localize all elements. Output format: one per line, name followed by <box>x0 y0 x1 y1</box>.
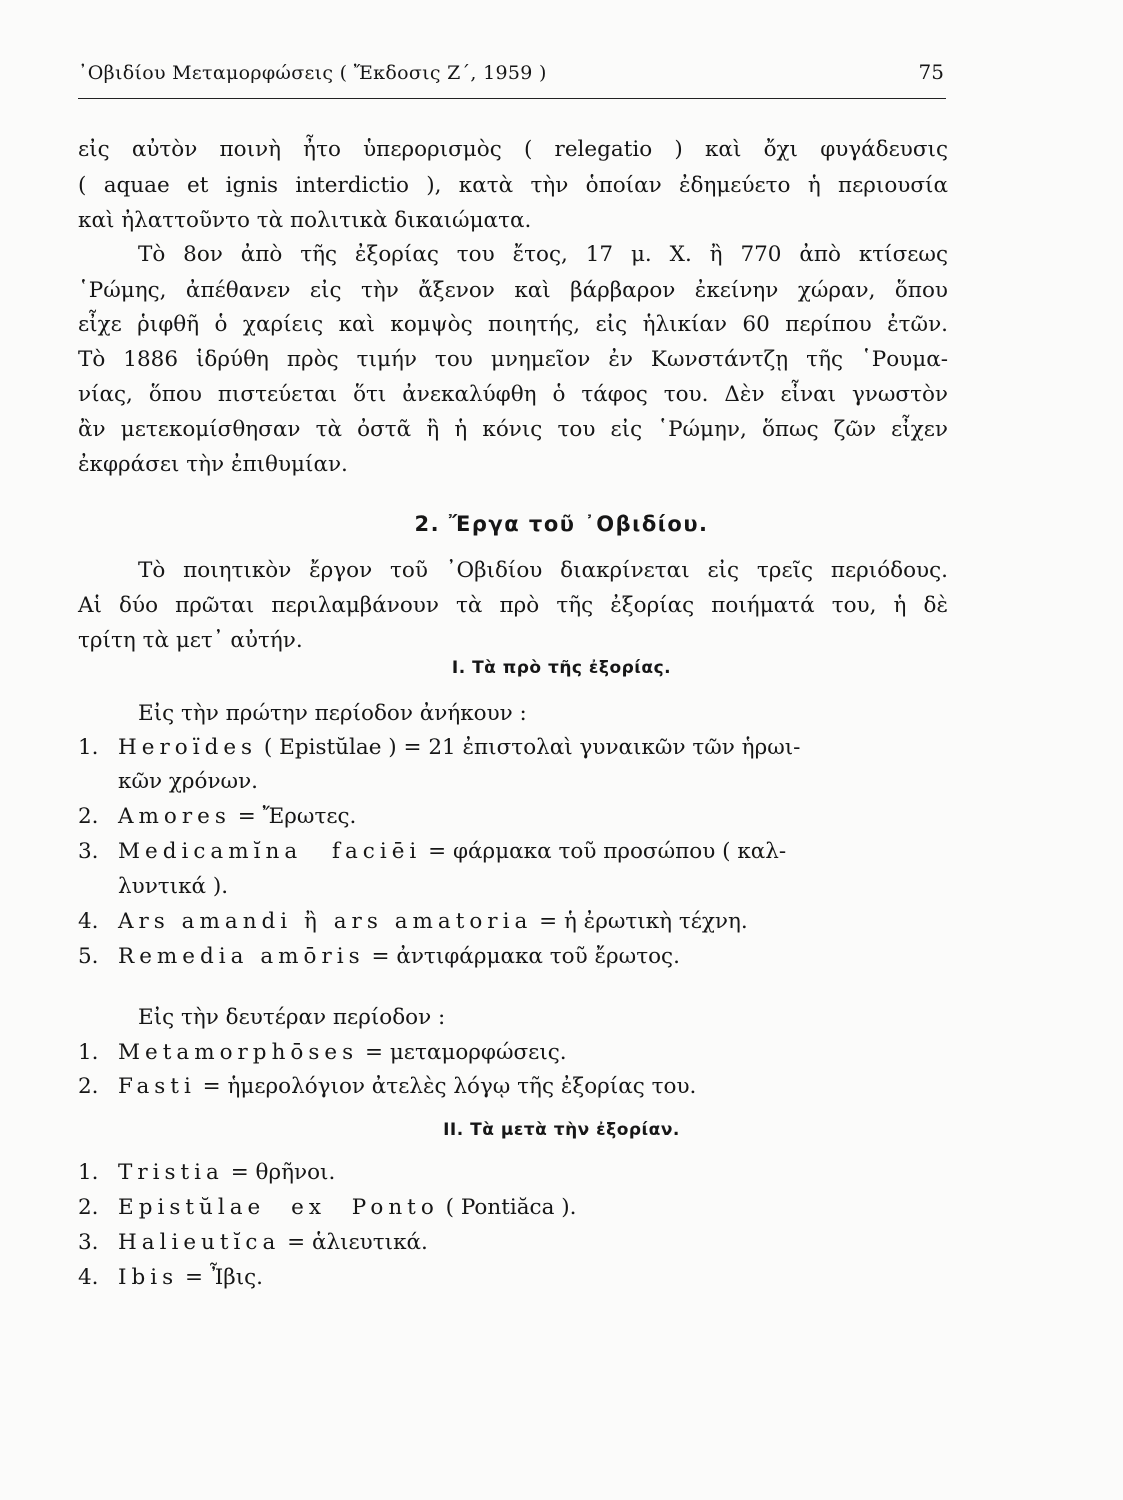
latin-title: Epistŭlae ex Ponto <box>118 1195 439 1220</box>
item-desc: = Ἔρωτες. <box>230 804 357 829</box>
latin-title: Ibis <box>118 1265 179 1290</box>
text-line: νίας, ὅπου πιστεύεται ὅτι ἀνεκαλύφθη ὁ τάφος του. Δὲν εἶναι γνωστὸν <box>78 382 948 407</box>
item-desc: = ἀντιφάρμακα τοῦ ἔρωτος. <box>364 944 680 969</box>
text-line: καὶ ἠλαττοῦντο τὰ πολιτικὰ δικαιώματα. <box>78 208 532 233</box>
item-number: 4. <box>78 1265 99 1290</box>
list-item <box>78 1194 576 1222</box>
latin-title: Amores <box>118 804 231 829</box>
item-desc: = Ἶβις. <box>178 1265 263 1290</box>
item-desc: = ἡ ἐρωτικὴ τέχνη. <box>532 909 748 934</box>
list-item <box>78 1039 567 1067</box>
item-desc: = ἁλιευτικά. <box>280 1230 428 1255</box>
list-item <box>78 1073 696 1101</box>
latin-title: Halieutĭca <box>118 1230 281 1255</box>
list-item <box>78 1229 428 1257</box>
item-desc: ( Pontiăca ). <box>438 1195 577 1220</box>
list-item <box>78 1159 335 1187</box>
item-number: 1. <box>78 735 99 760</box>
text-line: Τὸ 8ον ἀπὸ τῆς ἐξορίας του ἔτος, 17 μ. Χ. ἢ 770 ἀπὸ κτίσεως <box>138 242 948 267</box>
text-line: εἶχε ῥιφθῆ ὁ χαρίεις καὶ κομψὸς ποιητής, εἰς ἡλικίαν 60 περίπου ἐτῶν. <box>78 312 948 337</box>
item-number: 1. <box>78 1160 99 1185</box>
text-line: ( aquae et ignis interdictio ), κατὰ τὴν ὁποίαν ἐδημεύετο ἡ περιουσία <box>78 173 948 198</box>
item-desc: = θρῆνοι. <box>223 1160 336 1185</box>
running-header <box>78 58 946 99</box>
item-continuation: κῶν χρόνων. <box>118 769 258 794</box>
latin-title: Metamorphōses <box>118 1040 359 1065</box>
item-desc: = φάρμακα τοῦ προσώπου ( καλ- <box>421 839 787 864</box>
latin-title: Tristia <box>118 1160 224 1185</box>
list-item <box>78 838 786 866</box>
item-number: 3. <box>78 839 99 864</box>
period-intro: Εἰς τὴν δευτέραν περίοδον : <box>138 1005 446 1030</box>
list-item <box>78 734 800 762</box>
text-line: ἐκφράσει τὴν ἐπιθυμίαν. <box>78 452 348 477</box>
period-intro: Εἰς τὴν πρώτην περίοδον ἀνήκουν : <box>138 701 527 726</box>
page-number: 75 <box>918 60 944 84</box>
text-line: Τὸ 1886 ἱδρύθη πρὸς τιμήν του μνημεῖον ἐν Κωνστάντζῃ τῆς ῾Ρουμα- <box>78 347 948 372</box>
latin-title: Medicamĭna faciēi <box>118 839 422 864</box>
item-desc: = ἡμερολόγιον ἀτελὲς λόγῳ τῆς ἐξορίας του. <box>195 1074 697 1099</box>
list-item <box>78 943 680 971</box>
item-number: 3. <box>78 1230 99 1255</box>
text-line: ἂν μετεκομίσθησαν τὰ ὀστᾶ ἢ ἡ κόνις του εἰς ῾Ρώμην, ὅπως ζῶν εἶχεν <box>78 417 948 442</box>
latin-title: Remedia amōris <box>118 944 365 969</box>
item-number: 4. <box>78 909 99 934</box>
text-line: Αἱ δύο πρῶται περιλαμβάνουν τὰ πρὸ τῆς ἐξορίας ποιήματά του, ἡ δὲ <box>78 593 948 618</box>
text-line: ῾Ρώμης, ἀπέθανεν εἰς τὴν ἄξενον καὶ βάρβαρον ἐκείνην χώραν, ὅπου <box>78 278 948 303</box>
item-number: 5. <box>78 944 99 969</box>
item-desc: = μεταμορφώσεις. <box>358 1040 567 1065</box>
text-line: Τὸ ποιητικὸν ἔργον τοῦ ᾿Οβιδίου διακρίνεται εἰς τρεῖς περιόδους. <box>138 558 948 583</box>
text-line: τρίτη τὰ μετ᾿ αὐτήν. <box>78 628 303 653</box>
item-desc: ( Epistŭlae ) = 21 ἐπιστολαὶ γυναικῶν τῶν ἡρωι- <box>257 735 801 760</box>
item-number: 2. <box>78 804 99 829</box>
item-continuation: λυντικά ). <box>118 874 229 899</box>
subheading-part1: I. Τὰ πρὸ τῆς ἐξορίας. <box>451 658 672 678</box>
header-title: ᾿Οβιδίου Μεταμορφώσεις ( Ἔκδοσις Ζ΄, 1959 ) <box>78 62 547 84</box>
item-number: 2. <box>78 1195 99 1220</box>
item-number: 1. <box>78 1040 99 1065</box>
text-line: εἰς αὐτὸν ποινὴ ἦτο ὑπερορισμὸς ( relegatio ) καὶ ὄχι φυγάδευσις <box>78 137 948 162</box>
list-item <box>78 908 748 936</box>
latin-title: Ars amandi ἢ ars amatoria <box>118 909 533 934</box>
list-item <box>78 803 356 831</box>
section-heading: 2. Ἔργα τοῦ ᾿Οβιδίου. <box>414 512 709 536</box>
subheading-part2: II. Τὰ μετὰ τὴν ἐξορίαν. <box>443 1120 680 1140</box>
list-item <box>78 1264 263 1292</box>
latin-title: Fasti <box>118 1074 196 1099</box>
item-number: 2. <box>78 1074 99 1099</box>
latin-title: Heroïdes <box>118 735 258 760</box>
